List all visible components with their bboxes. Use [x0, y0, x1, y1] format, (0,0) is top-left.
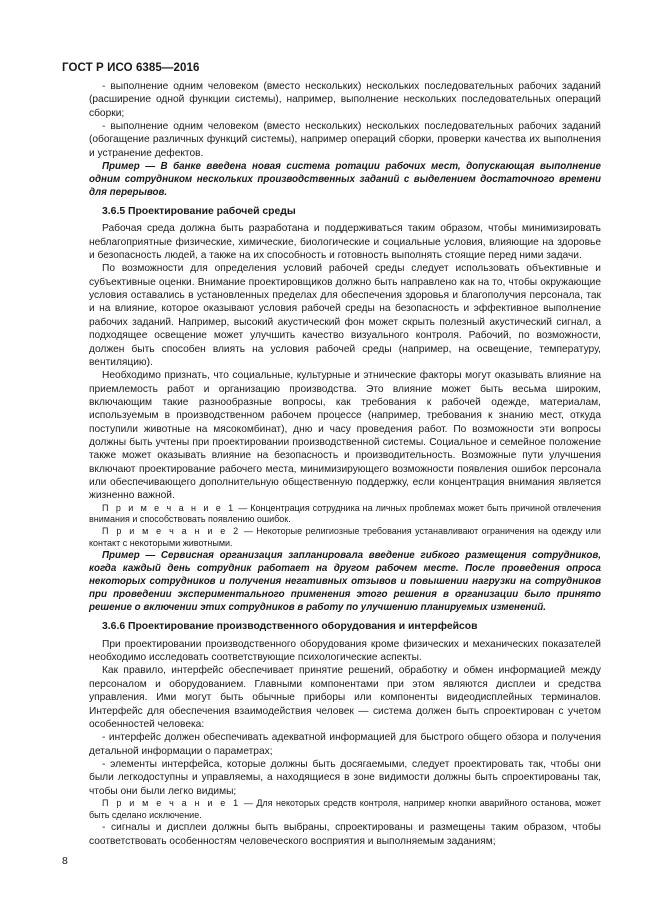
note-label: П р и м е ч а н и е 1 [102, 797, 241, 808]
note-text: — Концентрация сотрудника на личных проблемах может быть причиной отвлечения внимания и способствовать появлению ошибок. [89, 502, 602, 525]
page-number: 8 [62, 855, 68, 867]
note-1 [89, 503, 601, 526]
note-label: П р и м е ч а н и е 2 [102, 526, 241, 537]
paragraph: По возможности для определения условий рабочей среды следует использовать объективные и субъективные оценки. Внимание проектировщиков должно быть направлено как на то, чтобы окружающие условия оставались в установленных пределах для обеспечения здоровья и благополучия персонала, так и на влияние, которое оказывают условия рабочей среды на безопасность и эффективное выполнение рабочих заданий. Например, высокий акустический фон может скрыть полезный акустический сигнал, а подходящее освещение может улучшить качество визуального контроля. Рабочий, по возможности, должен быть способен влиять на условия рабочей среды (например, на освещение, температуру, вентиляцию). [89, 263, 601, 368]
section-heading-3-6-5: 3.6.5 Проектирование рабочей среды [102, 206, 296, 218]
example-paragraph: Пример — В банке введена новая система ротации рабочих мест, допускающая выполнение одним сотрудником нескольких производственных заданий с выделением достаточного времени для перерывов. [89, 161, 601, 199]
paragraph: Рабочая среда должна быть разработана и поддерживаться таким образом, чтобы минимизировать неблагоприятные физические, химические, биологические и социальные условия, влияющие на здоровье и безопасность людей, а также на их способность и готовность выполнять стоящие перед ними задачи. [89, 223, 601, 262]
document-header: ГОСТ Р ИСО 6385—2016 [62, 62, 200, 74]
document-body [89, 80, 601, 848]
note-3 [89, 798, 601, 821]
section-heading-3-6-6: 3.6.6 Проектирование производственного оборудования и интерфейсов [102, 621, 478, 633]
list-item: - сигналы и дисплеи должны быть выбраны, спроектированы и размещены таким образом, чтобы соответствовать особенностям человеческого восприятия и выполняемым заданиям; [89, 822, 601, 847]
note-text: — Для некоторых средств контроля, например кнопки аварийного останова, может быть сделано исключение. [89, 797, 602, 820]
list-item: - выполнение одним человеком (вместо нескольких) нескольких последовательных рабочих заданий (обогащение различных функций системы), например операций сборки, проверки качества их выполнения и устранение дефектов. [89, 121, 601, 159]
paragraph: При проектировании производственного оборудования кроме физических и механических показателей необходимо исследовать соответствующие психологические аспекты. [89, 638, 601, 664]
list-item: - интерфейс должен обеспечивать адекватной информацией для быстрого общего обзора и получения детальной информации о параметрах; [89, 732, 601, 757]
list-item: - выполнение одним человеком (вместо нескольких) нескольких последовательных рабочих заданий (расширение одной функции системы), например, выполнение нескольких последовательных операций сборки; [89, 81, 601, 119]
note-label: П р и м е ч а н и е 1 [102, 502, 236, 513]
example-paragraph: Пример — Сервисная организация запланировала введение гибкого размещения сотрудников, когда каждый день сотрудник работает на другом рабочем месте. После проведения опроса некоторых сотрудников и получения негативных отзывов и повышении нагрузки на сотрудников при проведении экспериментального применения этого решения в организации было принято решение о включении этих сотрудников в работу по улучшению планируемых изменений. [89, 550, 601, 614]
paragraph: Как правило, интерфейс обеспечивает принятие решений, обработку и обмен информацией между персоналом и оборудованием. Главными компонентами при этом являются дисплеи и средства управления. Ими могут быть обычные приборы или компоненты видеодисплейных терминалов. Интерфейс для обеспечения взаимодействия человек — система должен быть спроектирован с учетом особенностей человека: [89, 665, 601, 730]
list-item: - элементы интерфейса, которые должны быть досягаемыми, следует проектировать так, чтобы они были легкодоступны и управляемы, а находящиеся в зоне видимости должны быть спроектированы так, чтобы они были легко видимы; [89, 758, 601, 797]
note-text: — Некоторые религиозные требования устанавливают ограничения на одежду или контакт с некоторыми животными. [89, 526, 601, 548]
note-2 [89, 526, 601, 549]
paragraph: Необходимо признать, что социальные, культурные и этнические факторы могут оказывать влияние на приемлемость работ и организацию производства. Это влияние может быть весьма широким, включающим такие разнообразные вопросы, как требования к рабочей одежде, материалам, используемым в производственном рабочем процессе (например, требования к знанию мест, откуда поступили животные на мясокомбинат), дню и часу проведения работ. По возможности эти вопросы должны быть учтены при проектировании производственной системы. Социальное и семейное положение также может оказывать влияние на безопасность и производительность. Возможные пути улучшения включают проектирование рабочего места, минимизирующего возможности появления ошибок персонала или обеспечивающего дополнительную общественную поддержку, если концентрация внимания является жизненно важной. [89, 370, 601, 502]
